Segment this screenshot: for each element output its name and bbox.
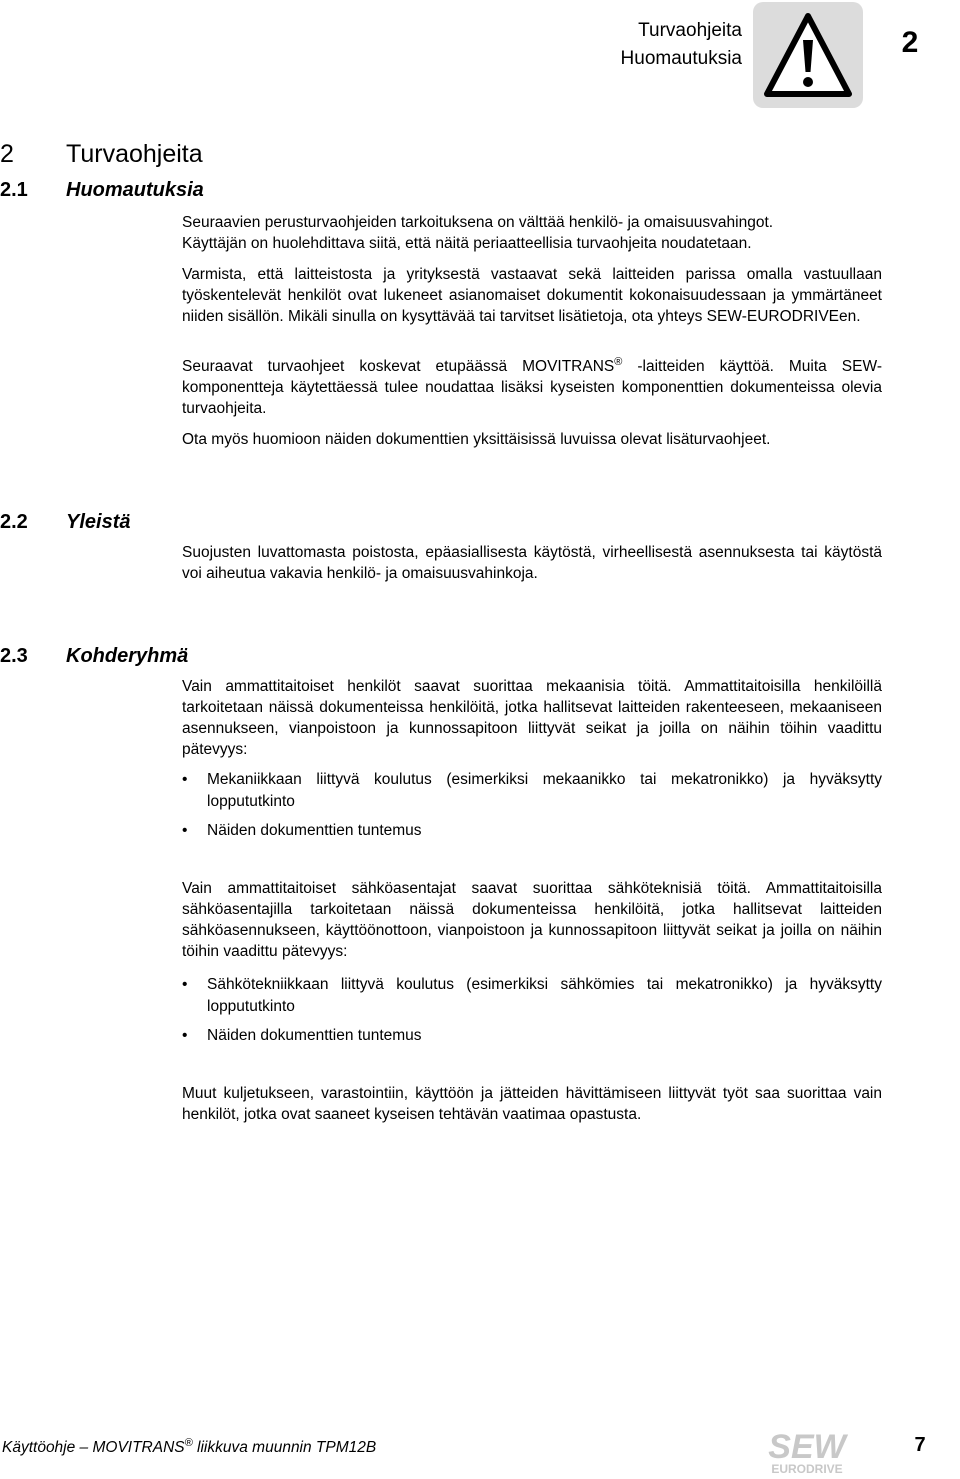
paragraph-2-3-1: Vain ammattitaitoiset henkilöt saavat suorittaa mekaanisia töitä. Ammattitaitoisilla henkilöillä tarkoitetaan näissä dokumenteissa henkilöitä, jotka hallitsevat laitteiden rakenteeseen, mekaaniseen asennukseen, vianpoistoon ja kunnossapitoon liittyvät seikat ja joilla on näihin töihin vaadittu pätevyys: bbox=[182, 678, 882, 758]
header-subtitle: Huomautuksia bbox=[620, 48, 742, 69]
footer-document-title: Käyttöohje – MOVITRANS® liikkuva muunnin TPM12B bbox=[2, 1437, 377, 1456]
section-title: Turvaohjeita bbox=[66, 140, 203, 168]
paragraph-2-1-2: Varmista, että laitteistosta ja yrityksestä vastaavat sekä laitteiden parissa omalla vastuullaan työskentelevät henkilöt ovat lukeneet asianomaiset dokumentit kokonaisuudessaan ja ymmärtäneet niiden sisällön. Mikäli sinulla on kysyttävää tai tarvitset lisätietoja, ota yhteys SEW-EURODRIVEen. bbox=[182, 266, 882, 325]
section-heading-2 bbox=[0, 140, 203, 168]
section-heading-2-2: 2.2 Yleistä bbox=[0, 511, 131, 533]
svg-text:EURODRIVE: EURODRIVE bbox=[771, 1462, 843, 1476]
sew-eurodrive-logo bbox=[752, 1428, 862, 1476]
chapter-number: 2 bbox=[901, 26, 919, 59]
paragraph-2-3-2: Vain ammattitaitoiset sähköasentajat saavat suorittaa sähköteknisiä töitä. Ammattitaitoisilla sähköasentajilla tarkoitetaan näissä dokumenteissa henkilöitä, jotka hallitsevat laitteiden sähköasennukseen, käyttöönottoon, vianpoistoon ja kunnossapitoon liittyvät seikat ja joilla on näihin töihin vaadittu pätevyys: bbox=[182, 880, 882, 960]
section-heading-2-1: 2.1 Huomautuksia bbox=[0, 179, 204, 201]
warning-triangle-icon bbox=[753, 2, 863, 108]
paragraph-2-1-4: Ota myös huomioon näiden dokumenttien yksittäisissä luvuissa olevat lisäturvaohjeet. bbox=[182, 431, 771, 448]
header-title: Turvaohjeita bbox=[638, 20, 742, 41]
paragraph-2-1-1: Seuraavien perusturvaohjeiden tarkoituksena on välttää henkilö- ja omaisuusvahingot. Käyttäjän on huolehdittava siitä, että näitä periaatteellisia turvaohjeita noudatetaan. bbox=[182, 214, 774, 252]
svg-text:SEW: SEW bbox=[768, 1428, 846, 1466]
paragraph-2-3-3: Muut kuljetukseen, varastointiin, käyttöön ja jätteiden hävittämiseen liittyvät työt saa suorittaa vain henkilöt, jotka ovat saaneet kyseisen tehtävän vaatimaa opastusta. bbox=[182, 1085, 882, 1123]
section-number: 2 bbox=[0, 140, 14, 168]
paragraph-2-1-3: Seuraavat turvaohjeet koskevat etupäässä MOVITRANS® -laitteiden käyttöä. Muita SEW-komponentteja käytettäessä tulee noudattaa lisäksi kyseisten komponenttien dokumenteissa olevia turvaohjeita. bbox=[182, 356, 882, 417]
section-heading-2-3: 2.3 Kohderyhmä bbox=[0, 645, 189, 667]
page-number: 7 bbox=[914, 1434, 926, 1456]
paragraph-2-2-1: Suojusten luvattomasta poistosta, epäasiallisesta käytöstä, virheellisestä asennuksesta tai käytöstä voi aiheutua vakavia henkilö- ja omaisuusvahinkoja. bbox=[182, 544, 882, 582]
